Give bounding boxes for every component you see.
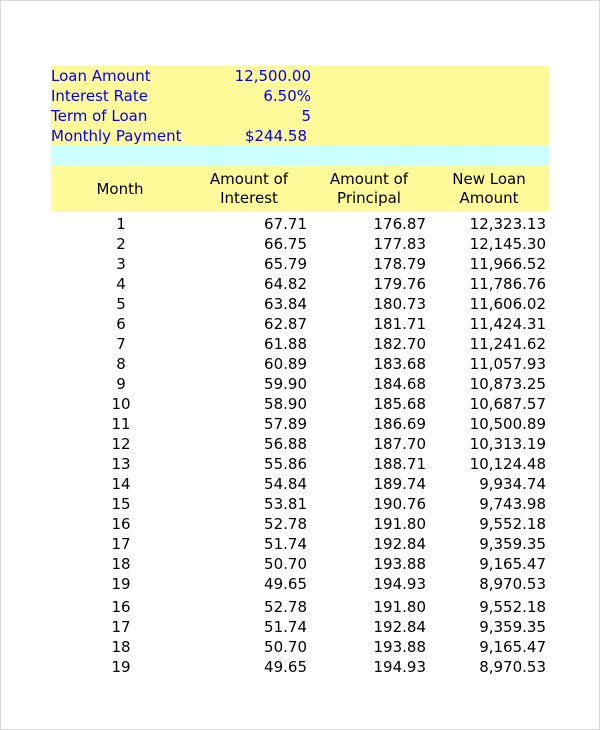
interest-rate-row <box>51 86 549 106</box>
interest-cell: 60.89 <box>264 355 307 373</box>
principal-cell: 182.70 <box>373 335 426 353</box>
principal-cell: 193.88 <box>373 638 426 656</box>
principal-cell: 187.70 <box>373 435 426 453</box>
table-row <box>51 554 549 574</box>
monthly-payment-label: Monthly Payment <box>51 127 182 145</box>
new-loan-cell: 9,165.47 <box>479 555 546 573</box>
month-cell: 13 <box>111 455 131 473</box>
principal-cell: 193.88 <box>373 555 426 573</box>
month-cell: 11 <box>111 415 131 433</box>
principal-cell: 188.71 <box>373 455 426 473</box>
principal-cell: 191.80 <box>373 515 426 533</box>
new-loan-cell: 9,359.35 <box>479 618 546 636</box>
monthly-payment-row <box>51 126 549 146</box>
new-loan-cell: 10,500.89 <box>469 415 546 433</box>
month-cell: 12 <box>111 435 131 453</box>
interest-cell: 49.65 <box>264 575 307 593</box>
month-cell: 1 <box>116 215 126 233</box>
principal-cell: 194.93 <box>373 575 426 593</box>
term-label: Term of Loan <box>51 107 148 125</box>
new-loan-cell: 11,786.76 <box>469 275 546 293</box>
principal-cell: 192.84 <box>373 535 426 553</box>
interest-cell: 65.79 <box>264 255 307 273</box>
interest-cell: 50.70 <box>264 638 307 656</box>
new-loan-cell: 11,606.02 <box>469 295 546 313</box>
table-row <box>51 314 549 334</box>
principal-cell: 180.73 <box>373 295 426 313</box>
loan-amount-value: 12,500.00 <box>234 67 311 85</box>
table-row <box>51 637 549 657</box>
month-cell: 14 <box>111 475 131 493</box>
table-row <box>51 574 549 594</box>
header-month: Month <box>96 179 144 198</box>
table-row <box>51 374 549 394</box>
table-body <box>51 212 549 677</box>
principal-cell: 189.74 <box>373 475 426 493</box>
table-row <box>51 494 549 514</box>
principal-cell: 183.68 <box>373 355 426 373</box>
new-loan-cell: 9,165.47 <box>479 638 546 656</box>
principal-cell: 190.76 <box>373 495 426 513</box>
month-cell: 4 <box>116 275 126 293</box>
table-row <box>51 274 549 294</box>
new-loan-cell: 10,124.48 <box>469 455 546 473</box>
loan-amortization-sheet <box>51 66 549 677</box>
table-row <box>51 234 549 254</box>
interest-cell: 66.75 <box>264 235 307 253</box>
interest-cell: 50.70 <box>264 555 307 573</box>
monthly-payment-value: $244.58 <box>244 127 307 145</box>
interest-cell: 51.74 <box>264 618 307 636</box>
new-loan-cell: 9,743.98 <box>479 495 546 513</box>
new-loan-cell: 10,873.25 <box>469 375 546 393</box>
term-value: 5 <box>301 107 311 125</box>
month-cell: 15 <box>111 495 131 513</box>
principal-cell: 178.79 <box>373 255 426 273</box>
month-cell: 17 <box>111 618 131 636</box>
new-loan-cell: 9,359.35 <box>479 535 546 553</box>
header-principal: Amount of Principal <box>329 170 409 207</box>
interest-rate-value: 6.50% <box>263 87 311 105</box>
table-header <box>51 166 549 212</box>
interest-cell: 63.84 <box>264 295 307 313</box>
month-cell: 19 <box>111 658 131 676</box>
table-row <box>51 354 549 374</box>
new-loan-cell: 9,934.74 <box>479 475 546 493</box>
table-row <box>51 617 549 637</box>
table-row <box>51 414 549 434</box>
table-row <box>51 474 549 494</box>
month-cell: 2 <box>116 235 126 253</box>
new-loan-cell: 9,552.18 <box>479 598 546 616</box>
table-row <box>51 534 549 554</box>
table-row <box>51 254 549 274</box>
month-cell: 18 <box>111 555 131 573</box>
header-new-loan: New Loan Amount <box>452 170 526 207</box>
principal-cell: 191.80 <box>373 598 426 616</box>
month-cell: 19 <box>111 575 131 593</box>
principal-cell: 186.69 <box>373 415 426 433</box>
interest-cell: 55.86 <box>264 455 307 473</box>
table-row <box>51 597 549 617</box>
new-loan-cell: 8,970.53 <box>479 658 546 676</box>
month-cell: 18 <box>111 638 131 656</box>
new-loan-cell: 11,424.31 <box>469 315 546 333</box>
new-loan-cell: 10,687.57 <box>469 395 546 413</box>
table-row <box>51 454 549 474</box>
table-row <box>51 334 549 354</box>
principal-cell: 194.93 <box>373 658 426 676</box>
loan-amount-label: Loan Amount <box>51 67 151 85</box>
principal-cell: 176.87 <box>373 215 426 233</box>
interest-cell: 67.71 <box>264 215 307 233</box>
interest-cell: 57.89 <box>264 415 307 433</box>
loan-amount-row <box>51 66 549 86</box>
month-cell: 5 <box>116 295 126 313</box>
new-loan-cell: 8,970.53 <box>479 575 546 593</box>
month-cell: 16 <box>111 598 131 616</box>
month-cell: 8 <box>116 355 126 373</box>
header-interest: Amount of Interest <box>209 170 289 207</box>
interest-rate-label: Interest Rate <box>51 87 148 105</box>
month-cell: 9 <box>116 375 126 393</box>
month-cell: 3 <box>116 255 126 273</box>
principal-cell: 184.68 <box>373 375 426 393</box>
interest-cell: 52.78 <box>264 515 307 533</box>
table-row <box>51 657 549 677</box>
new-loan-cell: 11,966.52 <box>469 255 546 273</box>
interest-cell: 61.88 <box>264 335 307 353</box>
term-row <box>51 106 549 126</box>
interest-cell: 54.84 <box>264 475 307 493</box>
new-loan-cell: 11,057.93 <box>469 355 546 373</box>
principal-cell: 177.83 <box>373 235 426 253</box>
new-loan-cell: 10,313.19 <box>469 435 546 453</box>
interest-cell: 62.87 <box>264 315 307 333</box>
month-cell: 17 <box>111 535 131 553</box>
principal-cell: 181.71 <box>373 315 426 333</box>
interest-cell: 64.82 <box>264 275 307 293</box>
table-row <box>51 394 549 414</box>
interest-cell: 52.78 <box>264 598 307 616</box>
separator-band <box>51 146 549 166</box>
table-row <box>51 294 549 314</box>
month-cell: 16 <box>111 515 131 533</box>
principal-cell: 179.76 <box>373 275 426 293</box>
principal-cell: 192.84 <box>373 618 426 636</box>
principal-cell: 185.68 <box>373 395 426 413</box>
month-cell: 6 <box>116 315 126 333</box>
month-cell: 10 <box>111 395 131 413</box>
interest-cell: 56.88 <box>264 435 307 453</box>
interest-cell: 51.74 <box>264 535 307 553</box>
table-row <box>51 434 549 454</box>
loan-summary <box>51 66 549 146</box>
table-row <box>51 514 549 534</box>
new-loan-cell: 9,552.18 <box>479 515 546 533</box>
interest-cell: 58.90 <box>264 395 307 413</box>
month-cell: 7 <box>116 335 126 353</box>
new-loan-cell: 12,145.30 <box>469 235 546 253</box>
interest-cell: 49.65 <box>264 658 307 676</box>
interest-cell: 59.90 <box>264 375 307 393</box>
new-loan-cell: 12,323.13 <box>469 215 546 233</box>
new-loan-cell: 11,241.62 <box>469 335 546 353</box>
interest-cell: 53.81 <box>264 495 307 513</box>
table-row <box>51 214 549 234</box>
